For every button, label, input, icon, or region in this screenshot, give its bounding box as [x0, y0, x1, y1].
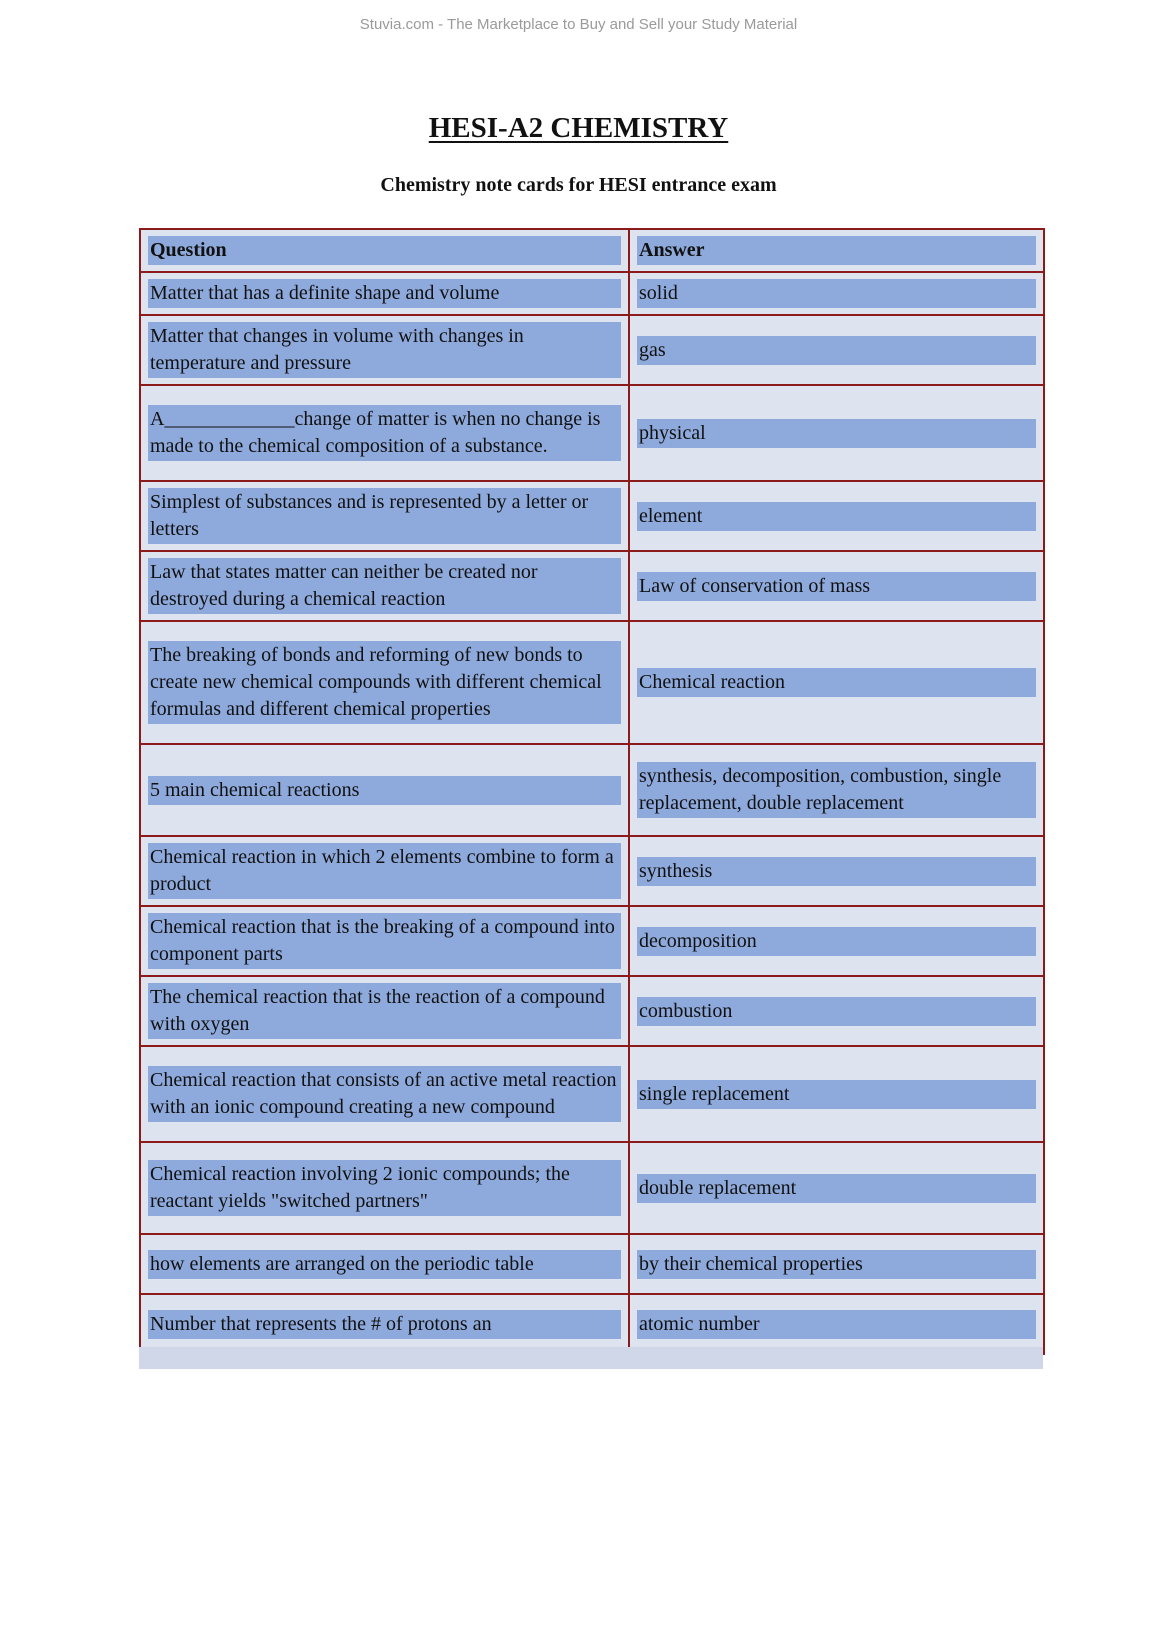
answer-cell: [629, 315, 1044, 385]
table-bottom-strip: [139, 1347, 1043, 1369]
answer-cell: [629, 836, 1044, 906]
question-cell: [140, 481, 629, 551]
table-row: [140, 976, 1044, 1046]
answer-header-cell: [629, 229, 1044, 272]
answer-cell: [629, 481, 1044, 551]
question-text: Number that represents the # of protons an: [148, 1310, 621, 1339]
table-row: [140, 315, 1044, 385]
question-header: Question: [148, 236, 621, 265]
answer-text: atomic number: [637, 1310, 1036, 1339]
question-cell: [140, 906, 629, 976]
table-row: [140, 1046, 1044, 1142]
question-cell: [140, 976, 629, 1046]
answer-text: synthesis: [637, 857, 1036, 886]
answer-text: Chemical reaction: [637, 668, 1036, 697]
question-text: Chemical reaction involving 2 ionic compounds; the reactant yields "switched partners": [148, 1160, 621, 1216]
table-row: [140, 551, 1044, 621]
question-cell: [140, 1142, 629, 1234]
question-text: The chemical reaction that is the reaction of a compound with oxygen: [148, 983, 621, 1039]
answer-cell: [629, 1294, 1044, 1354]
document-title: HESI-A2 CHEMISTRY: [428, 112, 729, 144]
question-text: Matter that changes in volume with changes in temperature and pressure: [148, 322, 621, 378]
table-row: [140, 481, 1044, 551]
question-cell: [140, 385, 629, 481]
question-cell: [140, 1234, 629, 1294]
note-cards-table: [139, 228, 1045, 1355]
answer-text: synthesis, decomposition, combustion, single replacement, double replacement: [637, 762, 1036, 818]
answer-cell: [629, 744, 1044, 836]
answer-text: physical: [637, 419, 1036, 448]
question-header-cell: [140, 229, 629, 272]
document-subtitle: Chemistry note cards for HESI entrance exam: [380, 174, 777, 196]
table-row: [140, 385, 1044, 481]
question-text: how elements are arranged on the periodic table: [148, 1250, 621, 1279]
question-cell: [140, 551, 629, 621]
table-row: [140, 1142, 1044, 1234]
table-header-row: [140, 229, 1044, 272]
question-cell: [140, 1046, 629, 1142]
table-row: [140, 272, 1044, 315]
table-row: [140, 836, 1044, 906]
answer-cell: [629, 621, 1044, 744]
question-text: The breaking of bonds and reforming of new bonds to create new chemical compounds with different chemical formulas and different chemical properties: [148, 641, 621, 724]
answer-cell: [629, 385, 1044, 481]
answer-text: by their chemical properties: [637, 1250, 1036, 1279]
answer-text: combustion: [637, 997, 1036, 1026]
question-text: 5 main chemical reactions: [148, 776, 621, 805]
answer-header: Answer: [637, 236, 1036, 265]
table-row: [140, 906, 1044, 976]
question-cell: [140, 272, 629, 315]
table-row: [140, 621, 1044, 744]
question-text: Law that states matter can neither be created nor destroyed during a chemical reaction: [148, 558, 621, 614]
table-row: [140, 1294, 1044, 1354]
question-text: Chemical reaction that is the breaking of a compound into component parts: [148, 913, 621, 969]
answer-cell: [629, 551, 1044, 621]
answer-text: element: [637, 502, 1036, 531]
answer-cell: [629, 272, 1044, 315]
watermark-text: Stuvia.com - The Marketplace to Buy and Sell your Study Material: [359, 16, 798, 33]
table-row: [140, 744, 1044, 836]
answer-cell: [629, 976, 1044, 1046]
answer-cell: [629, 1142, 1044, 1234]
question-cell: [140, 315, 629, 385]
answer-text: gas: [637, 336, 1036, 365]
question-cell: [140, 744, 629, 836]
answer-cell: [629, 1046, 1044, 1142]
question-text: Simplest of substances and is represented by a letter or letters: [148, 488, 621, 544]
question-cell: [140, 621, 629, 744]
answer-text: solid: [637, 279, 1036, 308]
answer-text: decomposition: [637, 927, 1036, 956]
question-cell: [140, 836, 629, 906]
question-cell: [140, 1294, 629, 1354]
question-text: Chemical reaction that consists of an active metal reaction with an ionic compound creating a new compound: [148, 1066, 621, 1122]
answer-cell: [629, 906, 1044, 976]
answer-cell: [629, 1234, 1044, 1294]
question-text: A_____________change of matter is when no change is made to the chemical composition of a substance.: [148, 405, 621, 461]
answer-text: single replacement: [637, 1080, 1036, 1109]
table-row: [140, 1234, 1044, 1294]
answer-text: Law of conservation of mass: [637, 572, 1036, 601]
question-text: Chemical reaction in which 2 elements combine to form a product: [148, 843, 621, 899]
answer-text: double replacement: [637, 1174, 1036, 1203]
question-text: Matter that has a definite shape and volume: [148, 279, 621, 308]
